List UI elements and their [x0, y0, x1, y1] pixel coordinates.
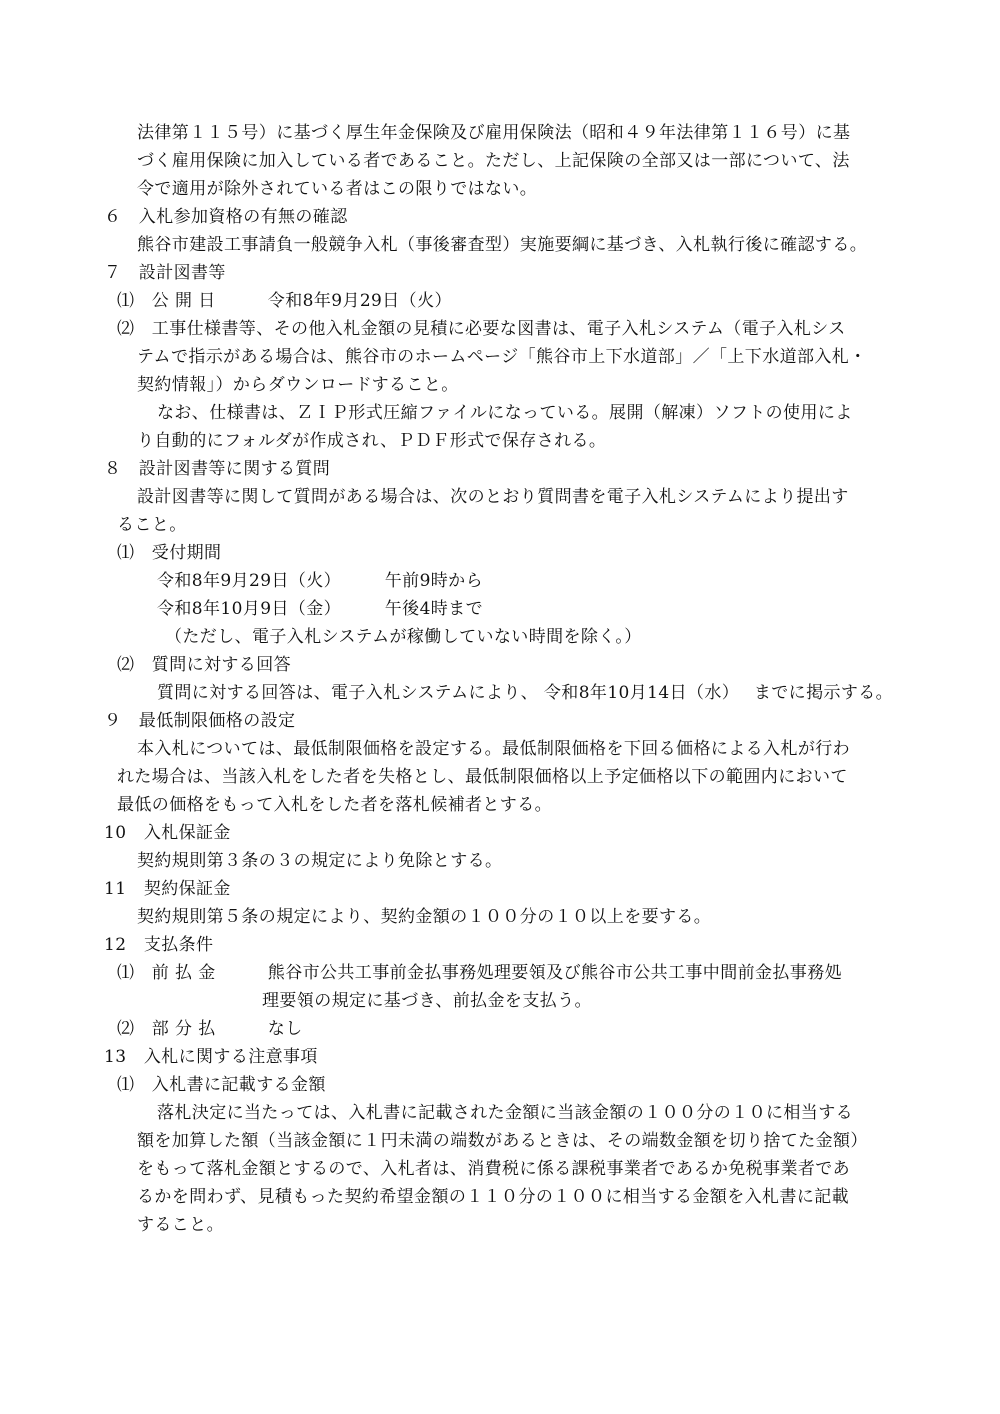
- text-line: 契約規則第３条の３の規定により免除とする。: [137, 851, 503, 871]
- section-heading: ７ 設計図書等: [104, 263, 226, 283]
- text-line: すること。: [137, 1215, 224, 1235]
- text-line: 落札決定に当たっては、入札書に記載された金額に当該金額の１００分の１０に相当する: [157, 1103, 853, 1123]
- subsection-line: ⑴ 受付期間: [117, 543, 222, 563]
- section-heading: ６ 入札参加資格の有無の確認: [104, 207, 348, 227]
- section-heading: 13 入札に関する注意事項: [104, 1047, 318, 1067]
- text-line: 本入札については、最低制限価格を設定する。最低制限価格を下回る価格による入札が行わ: [137, 739, 851, 759]
- text-line: づく雇用保険に加入している者であること。ただし、上記保険の全部又は一部について、法: [137, 151, 850, 171]
- text-line: なお、仕様書は、ＺＩＰ形式圧縮ファイルになっている。展開（解凍）ソフトの使用によ: [157, 403, 853, 423]
- text-line: るかを問わず、見積もった契約希望金額の１１０分の１００に相当する金額を入札書に記載: [137, 1187, 850, 1207]
- text-line: 令で適用が除外されている者はこの限りではない。: [137, 179, 538, 199]
- text-line: 質問に対する回答は、電子入札システムにより、 令和8年10月14日（水） までに掲示する。: [157, 683, 894, 703]
- subsection-line: ⑴ 前 払 金 熊谷市公共工事前金払事務処理要領及び熊谷市公共工事中間前金払事務処: [117, 963, 843, 983]
- text-line: 額を加算した額（当該金額に１円未満の端数があるときは、その端数金額を切り捨てた金額）: [137, 1131, 868, 1151]
- section-heading: 10 入札保証金: [104, 823, 231, 843]
- text-line: 熊谷市建設工事請負一般競争入札（事後審査型）実施要綱に基づき、入札執行後に確認する。: [137, 235, 868, 255]
- text-line: 契約規則第５条の規定により、契約金額の１００分の１０以上を要する。: [137, 907, 712, 927]
- text-line: り自動的にフォルダが作成され、ＰＤＦ形式で保存される。: [137, 431, 607, 451]
- text-line: 法律第１１５号）に基づく厚生年金保険及び雇用保険法（昭和４９年法律第１１６号）に基: [137, 123, 851, 143]
- section-heading: ９ 最低制限価格の設定: [104, 711, 296, 731]
- subsection-line: ⑵ 工事仕様書等、その他入札金額の見積に必要な図書は、電子入札システム（電子入札シス: [117, 319, 846, 339]
- text-line: をもって落札金額とするので、入札者は、消費税に係る課税事業者であるか免税事業者であ: [137, 1159, 851, 1179]
- text-line: テムで指示がある場合は、熊谷市のホームページ「熊谷市上下水道部」／「上下水道部入札・: [137, 347, 867, 367]
- text-line: 理要領の規定に基づき、前払金を支払う。: [262, 991, 592, 1011]
- section-heading: ８ 設計図書等に関する質問: [104, 459, 331, 479]
- section-heading: 12 支払条件: [104, 935, 214, 955]
- text-line: れた場合は、当該入札をした者を失格とし、最低制限価格以上予定価格以下の範囲内において: [117, 767, 848, 787]
- subsection-line: ⑵ 部 分 払 なし: [117, 1019, 303, 1039]
- subsection-line: ⑵ 質問に対する回答: [117, 655, 291, 675]
- text-line: 設計図書等に関して質問がある場合は、次のとおり質問書を電子入札システムにより提出す: [137, 487, 849, 507]
- text-line: （ただし、電子入札システムが稼働していない時間を除く。）: [165, 627, 642, 647]
- text-line: ること。: [117, 515, 187, 535]
- subsection-line: ⑴ 入札書に記載する金額: [117, 1075, 326, 1095]
- subsection-line: ⑴ 公 開 日 令和8年9月29日（火）: [117, 291, 452, 311]
- text-line: 令和8年9月29日（火） 午前9時から: [157, 571, 483, 591]
- text-line: 契約情報」）からダウンロードすること。: [137, 375, 459, 395]
- text-line: 最低の価格をもって入札をした者を落札候補者とする。: [117, 795, 552, 815]
- text-line: 令和8年10月9日（金） 午後4時まで: [157, 599, 483, 619]
- section-heading: 11 契約保証金: [104, 879, 231, 899]
